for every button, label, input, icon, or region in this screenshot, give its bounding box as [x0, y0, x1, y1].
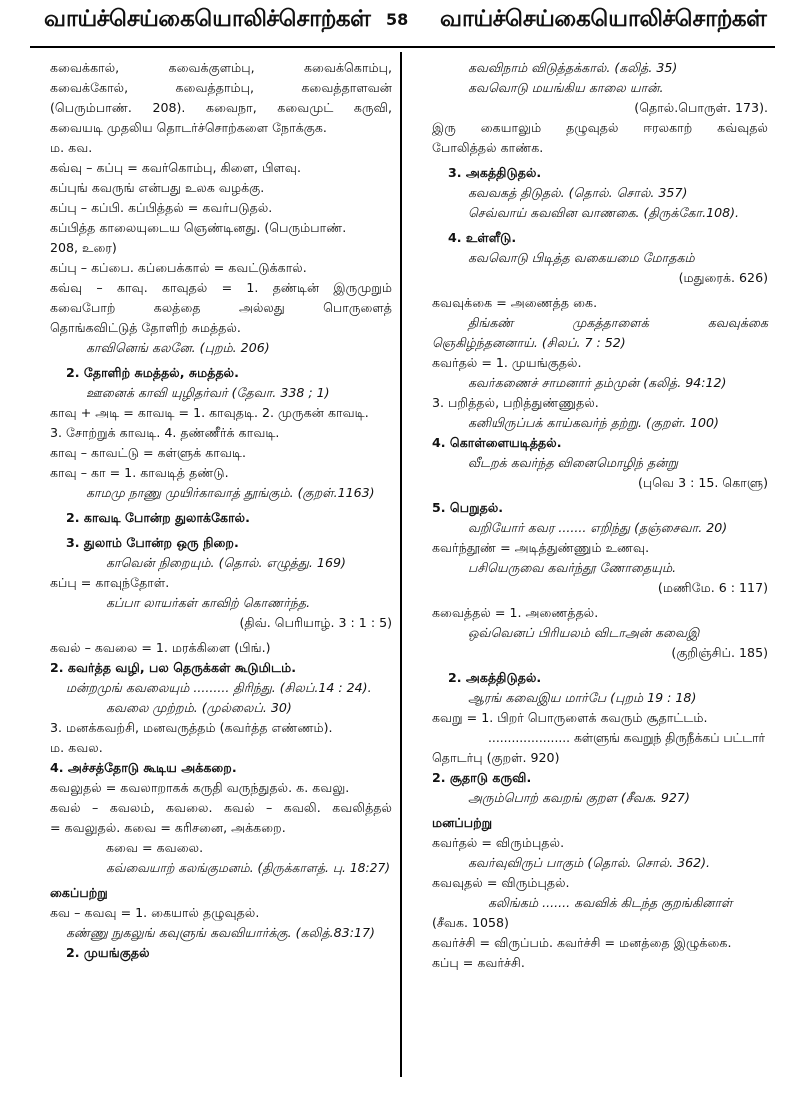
text-line: கப்பு – கப்பி. கப்பித்தல் = கவர்படுதல்.: [50, 200, 273, 215]
sense-heading: 3. அகத்திடுதல்.: [448, 165, 542, 180]
page-header: [0, 0, 800, 48]
quotation-line: ஊனைக் காவி யுழிதர்வர் (தேவா. 338 ; 1): [86, 385, 330, 400]
text-line: 208, உரை): [50, 240, 117, 255]
text-line: கவறு = 1. பிறர் பொருளைக் கவரும் சூதாட்டம்.: [432, 710, 708, 725]
header-rule: [30, 46, 775, 48]
quotation-line: கவ்வையாற் கலங்குமனம். (திருக்காளத். பு. 18:27): [106, 861, 391, 875]
text-line: கவ்வு – கப்பு = கவர்கொம்பு, கிளை, பிளவு.: [50, 160, 301, 175]
text-line: கவர்ந்தூண் = அடித்துண்ணும் உணவு.: [432, 540, 650, 555]
section-heading: கைப்பற்று: [50, 885, 108, 900]
text-line: 3. சோற்றுக் காவடி. 4. தண்ணீர்க் காவடி.: [50, 425, 280, 440]
text-line: காவு – கா = 1. காவடித் தண்டு.: [50, 465, 229, 480]
text-line: கவலுதல் = கவலாறாகக் கருதி வருந்துதல். க. கவலு.: [50, 780, 350, 795]
text-line: கவ – கவவு = 1. கையால் தழுவுதல்.: [50, 905, 260, 920]
quotation-line: ஒவ்வெனப் பிரியலம் விடாஅன் கவைஇ: [468, 625, 700, 640]
text-line: கவைத்தல் = 1. அணைத்தல்.: [432, 605, 599, 620]
citation-line: (மணிமே. 6 : 117): [657, 580, 768, 595]
text-line: (பெரும்பாண். 208). கவைநா, கவைமுட் கருவி,: [50, 100, 392, 115]
text-line: போலித்தல் காண்க.: [432, 140, 544, 155]
citation-line: (மதுரைக். 626): [678, 270, 768, 285]
text-line: கவ்வு – காவு. காவுதல் = 1. தண்டின் இருமுறும்: [50, 280, 392, 295]
text-line: காவு – காவட்டு = கள்ளுக் காவடி.: [50, 445, 246, 460]
quotation-line: கவவொடு மயங்கிய காலை யான்.: [468, 80, 664, 95]
citation-line: (சீவக. 1058): [432, 915, 509, 930]
text-line: இரு கையாலும் தழுவுதல் ஈரலகாற் கவ்வுதல்: [432, 120, 768, 135]
quotation-line: காவினெங் கலனே. (புறம். 206): [86, 340, 270, 355]
text-line: = கவலுதல். கவை = கரிசனை, அக்கறை.: [50, 820, 286, 835]
text-line: கப்பு = காவுந்தோள்.: [50, 575, 170, 590]
text-line: கவவுக்கை = அணைத்த கை.: [432, 295, 598, 310]
text-line: கப்பித்த காலையுடைய ஞெண்டினது. (பெரும்பாண்.: [50, 220, 347, 235]
quotation-line: கனியிருப்பக் காய்கவர்ந் தற்று. (குறள். 100): [468, 415, 719, 430]
citation-line: (திவ். பெரியாழ். 3 : 1 : 5): [239, 615, 392, 630]
sense-heading: 2. அகத்திடுதல்.: [448, 670, 542, 685]
quotation-line: கவவிநாம் விடுத்தக்கால். (கலித். 35): [468, 60, 678, 75]
text-line: கவல் – கவலை = 1. மரக்கிளை (பிங்.): [50, 640, 271, 655]
running-title-left: வாய்ச்செய்கையொலிச்சொற்கள்: [44, 6, 371, 32]
text-line: தொடர்பு (குறள். 920): [432, 750, 560, 765]
quotation-line: கலிங்கம் ....... கவவிக் கிடந்த குறங்கினாள்: [488, 895, 733, 910]
sense-heading: 4. அச்சத்தோடு கூடிய அக்கறை.: [50, 760, 237, 775]
column-divider: [400, 52, 402, 1077]
quotation-line: கப்பா லாயர்கள் காவிற் கொணர்ந்த.: [106, 595, 311, 610]
right-column: [432, 58, 768, 973]
sense-heading: 2. காவடி போன்ற துலாக்கோல்.: [66, 510, 250, 525]
quotation-line: கவவொடு பிடித்த வகையமை மோதகம்: [468, 250, 695, 265]
text-line: கவைக்கோல், கவைத்தாம்பு, கவைத்தாளவன்: [50, 80, 392, 95]
text-line: தொங்கவிட்டுத் தோளிற் சுமத்தல்.: [50, 320, 241, 335]
text-line: காவு + அடி = காவடி = 1. காவுதடி. 2. முருகன் காவடி.: [50, 405, 369, 420]
text-line: ம. கவ.: [50, 140, 93, 155]
text-line: கவை = கவலை.: [106, 840, 204, 855]
text-line: ..................... கள்ளுங் கவறுந் திருநீக்கப் பட்டார்: [488, 731, 765, 745]
quotation-line: காவென் நிறையும். (தொல். எழுத்து. 169): [106, 555, 346, 570]
quotation-line: கவர்கணைச் சாமனார் தம்முன் (கலித். 94:12): [468, 375, 727, 390]
sense-heading: 3. துலாம் போன்ற ஒரு நிறை.: [66, 535, 239, 550]
running-title-right: வாய்ச்செய்கையொலிச்சொற்கள்: [440, 6, 767, 32]
quotation-line: கவலை முற்றம். (முல்லைப். 30): [106, 700, 292, 715]
text-line: 3. பறித்தல், பறித்துண்ணுதல்.: [432, 395, 599, 410]
sense-heading: 2. சூதாடு கருவி.: [432, 770, 532, 785]
quotation-line: செவ்வாய் கவவின வாணகை. (திருக்கோ.108).: [468, 205, 740, 220]
text-line: 3. மனக்கவற்சி, மனவருத்தம் (கவர்த்த எண்ணம்).: [50, 720, 333, 735]
citation-line: (தொல்.பொருள். 173).: [634, 100, 768, 115]
quotation-line: பசியெருவை கவர்ந்தூ ணோதையும்.: [468, 560, 677, 575]
text-line: கப்புங் கவருங் என்பது உலக வழக்கு.: [50, 180, 265, 195]
quotation-line: கண்ணு நுகலுங் கவுளுங் கவவியார்க்கு. (கலித்.83:17): [66, 925, 375, 940]
quotation-line: மன்றமுங் கவலையும் ......... திரிந்து. (சிலப்.14 : 24).: [66, 680, 372, 695]
text-line: கவர்ச்சி = விருப்பம். கவர்ச்சி = மனத்தை இழுக்கை.: [432, 935, 732, 950]
quotation-line: காமமு நாணு முயிர்காவாத் தூங்கும். (குறள்.1163): [86, 485, 375, 500]
left-column: [50, 58, 392, 963]
text-line: கவையடி முதலிய தொடர்ச்சொற்களை நோக்குக.: [50, 120, 327, 135]
quotation-line: ஞெகிழ்ந்தனனாய். (சிலப். 7 : 52): [432, 335, 626, 350]
quotation-line: அரும்பொற் கவறங் குறள (சீவக. 927): [468, 790, 690, 805]
text-line: கவைக்கால், கவைக்குளம்பு, கவைக்கொம்பு,: [50, 60, 392, 75]
section-heading: மனப்பற்று: [432, 815, 493, 830]
citation-line: (புவெ 3 : 15. கொளு): [637, 475, 768, 490]
sense-heading: 4. கொள்ளையடித்தல்.: [432, 435, 562, 450]
text-line: கவர்தல் = 1. முயங்குதல்.: [432, 355, 582, 370]
text-line: கவவுதல் = விரும்புதல்.: [432, 875, 570, 890]
quotation-line: ஆரங் கவைஇய மார்பே (புறம் 19 : 18): [468, 690, 697, 705]
text-line: கவல் – கவலம், கவலை. கவல் – கவலி. கவலித்தல்: [50, 800, 392, 815]
text-line: கப்பு = கவர்ச்சி.: [432, 955, 525, 970]
quotation-line: வீடறக் கவர்ந்த வினைமொழிந் தன்று: [468, 455, 679, 470]
text-line: கவைபோற் கலத்தை அல்லது பொருளைத்: [50, 300, 392, 315]
sense-heading: 5. பெறுதல்.: [432, 500, 504, 515]
sense-heading: 2. கவர்த்த வழி, பல தெருக்கள் கூடுமிடம்.: [50, 660, 296, 675]
sense-heading: 4. உள்ளீடு.: [448, 230, 517, 245]
sense-heading: 2. தோளிற் சுமத்தல், சுமத்தல்.: [66, 365, 239, 380]
text-line: கப்பு – கப்பை. கப்பைக்கால் = கவட்டுக்கால்.: [50, 260, 307, 275]
quotation-line: கவர்வுவிருப் பாகும் (தொல். சொல். 362).: [468, 855, 711, 870]
quotation-line: திங்கண் முகத்தாளைக் கவவுக்கை: [468, 315, 768, 330]
text-line: கவர்தல் = விரும்புதல்.: [432, 835, 565, 850]
text-line: ம. கவல.: [50, 740, 103, 755]
sense-heading: 2. முயங்குதல்: [66, 945, 150, 960]
page-number: 58: [386, 10, 409, 29]
quotation-line: வறியோர் கவர ....... எறிந்து (தஞ்சைவா. 20): [468, 520, 728, 535]
citation-line: (குறிஞ்சிப். 185): [671, 645, 768, 660]
quotation-line: கவவகத் திடுதல். (தொல். சொல். 357): [468, 185, 688, 200]
